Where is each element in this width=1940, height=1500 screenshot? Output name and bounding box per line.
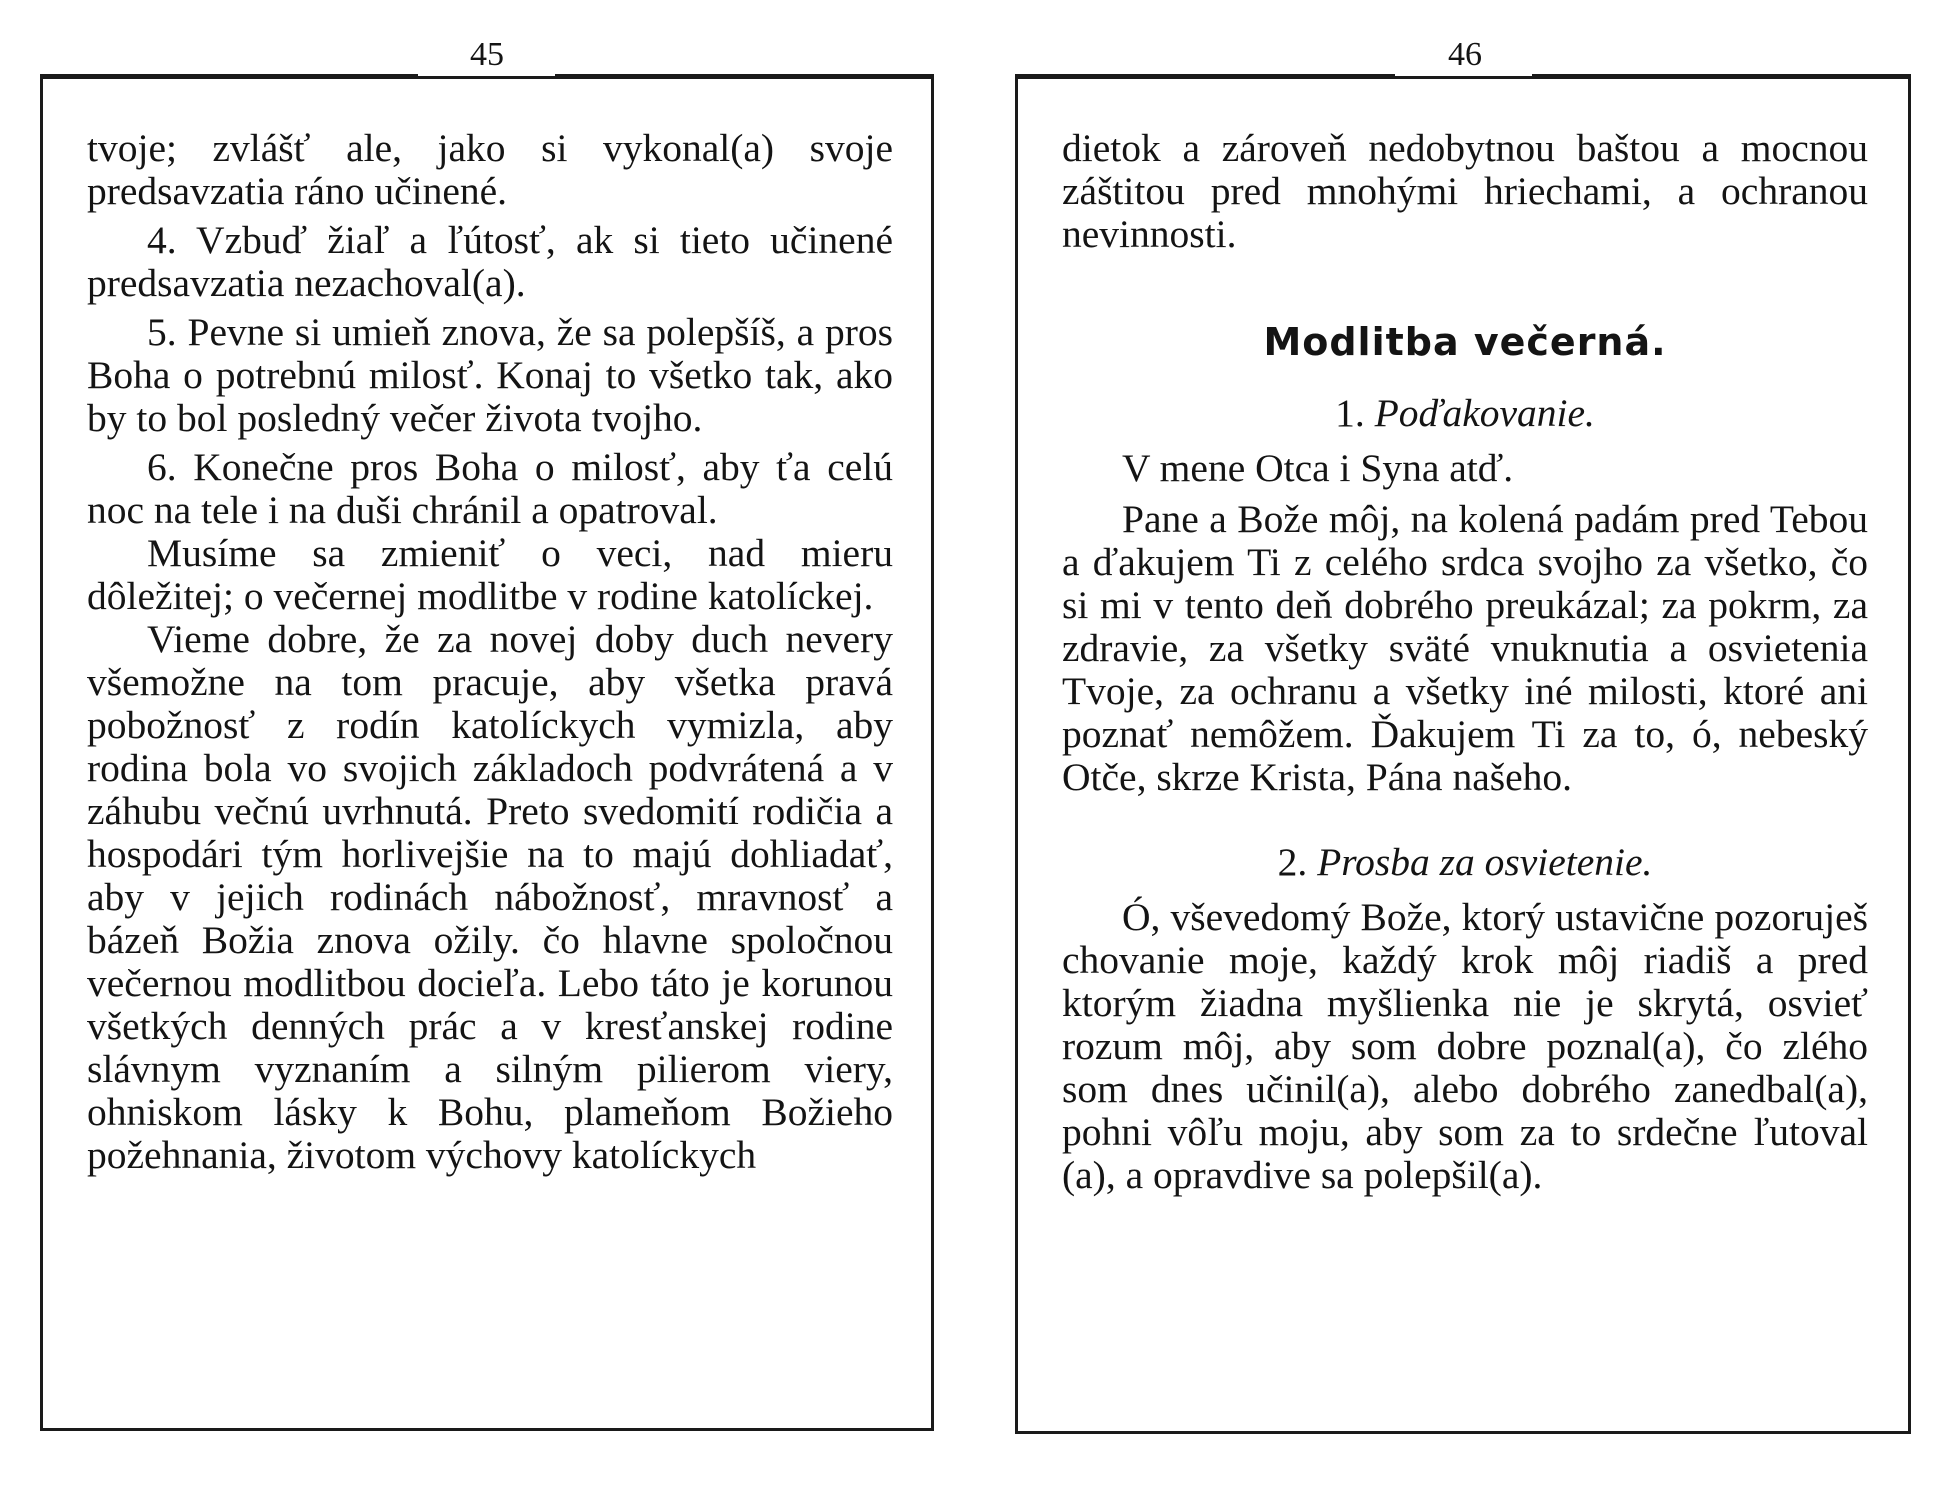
paragraph: Musíme sa zmieniť o veci, nad mieru dôležitej; o večernej modlitbe v rodine katolíckej. <box>87 531 893 618</box>
subheading-enlightenment <box>1062 841 1868 884</box>
opening-line: V mene Otca i Syna atď. <box>1122 446 1514 490</box>
subheading-thanks <box>1062 392 1868 435</box>
right-page-body <box>1062 127 1868 1197</box>
right-page <box>1015 76 1911 1434</box>
paragraph: 5. Pevne si umieň znova, že sa polepšíš, a pros Boha o potrebnú milosť. Konaj to všetko tak, ako by to bol posledný večer života tvojho. <box>87 310 893 440</box>
subheading-title: Prosba za osvietenie. <box>1317 840 1653 884</box>
subheading-number: 2. <box>1277 840 1308 884</box>
page-number-left: 45 <box>427 36 547 74</box>
left-page <box>40 76 934 1431</box>
left-page-body <box>87 127 893 1177</box>
page-number-right: 46 <box>1405 36 1525 74</box>
paragraph: Pane a Bože môj, na kolená padám pred Tebou a ďakujem Ti z celého srdca svojho za všetko, čo si mi v tento deň dobrého preukázal; za pokrm, za zdravie, za všetky sväté vnuknutia a osvietenia Tvoje, za ochranu a všetky iné milosti, ktoré ani poznať nemôžem. Ďakujem Ti za to, ó, nebeský Otče, skrze Krista, Pána našeho. <box>1062 497 1868 799</box>
subheading-number: 1. <box>1335 391 1365 435</box>
subheading-title: Poďakovanie. <box>1374 391 1595 435</box>
paragraph: Ó, vševedomý Bože, ktorý ustavične pozoruješ chovanie moje, každý krok môj riadiš a pred ktorým žiadna myšlienka nie je skrytá, osvieť rozum môj, aby som dobre poznal(a), čo zlého som dnes učinil(a), alebo dobrého zanedbal(a), pohni vôľu moju, aby som za to srdečne ľutoval (a), a opravdive sa polepšil(a). <box>1062 895 1868 1197</box>
paragraph: tvoje; zvlášť ale, jako si vykonal(a) svoje predsavzatia ráno učinené. <box>87 126 893 213</box>
paragraph: Vieme dobre, že za novej doby duch nevery všemožne na tom pracuje, aby všetka pravá pobožnosť z rodín katolíckych vymizla, aby rodina bola vo svojich základoch podvrátená a v záhubu večnú uvrhnutá. Preto svedomití rodičia a hospodári tým horlivejšie na to majú dohliadať, aby v jejich rodinách nábožnosť, mravnosť a bázeň Božia znova ožily. čo hlavne spoločnou večernou modlitbou docieľa. Lebo táto je korunou všetkých denných prác a v kresťanskej rodine slávnym vyznaním a silným pilierom viery, ohniskom lásky k Bohu, plameňom Božieho požehnania, životom výchovy katolíckych <box>87 617 893 1177</box>
section-heading: Modlitba večerná. <box>1263 320 1667 364</box>
paragraph: 4. Vzbuď žiaľ a ľútosť, ak si tieto učinené predsavzatia nezachoval(a). <box>87 218 893 305</box>
paragraph: 6. Konečne pros Boha o milosť, aby ťa celú noc na tele i na duši chránil a opatroval. <box>87 445 893 532</box>
paragraph: dietok a zároveň nedobytnou baštou a mocnou záštitou pred mnohými hriechami, a ochranou nevinnosti. <box>1062 126 1868 256</box>
